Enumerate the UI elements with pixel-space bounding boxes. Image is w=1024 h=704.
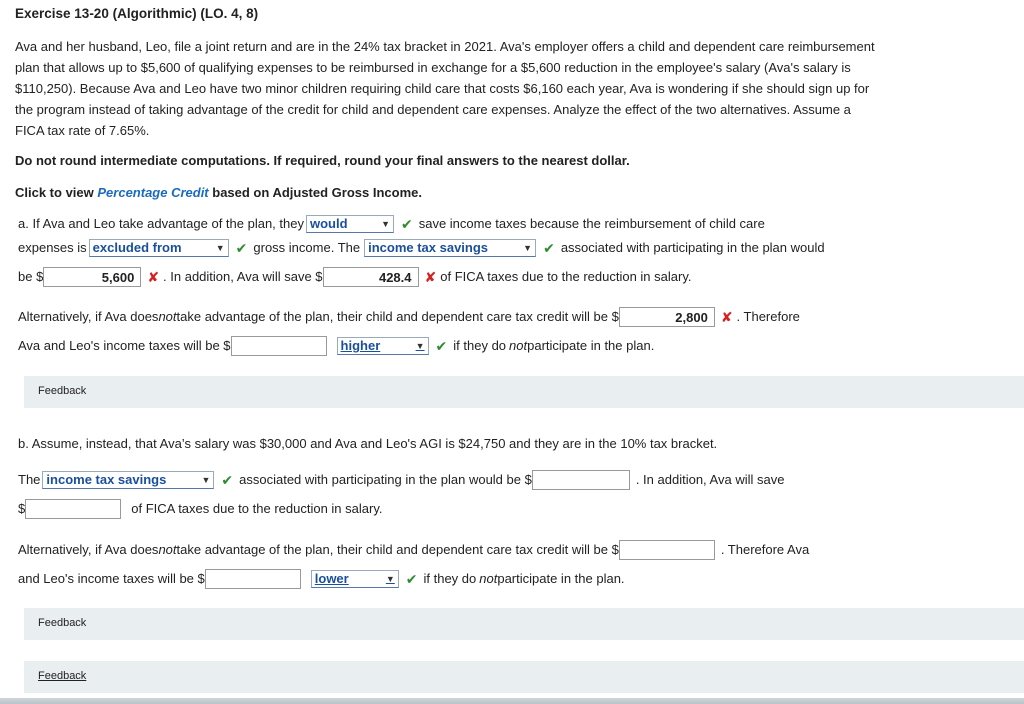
cross-icon: ✘: [720, 309, 733, 325]
exercise-title: Exercise 13-20 (Algorithmic) (LO. 4, 8): [15, 6, 259, 21]
care-credit-input[interactable]: 2,800: [619, 307, 715, 327]
higher-dropdown-value: higher: [340, 338, 381, 353]
part-b-line-1-prefix: The: [18, 472, 41, 487]
part-a-alt2-prefix: Ava and Leo's income taxes will be $: [18, 338, 231, 353]
part-b-income-tax-savings-dropdown[interactable]: [42, 471, 214, 489]
part-b-income-tax-savings-dropdown-value: income tax savings: [46, 472, 167, 487]
part-a-feedback-bar[interactable]: [24, 376, 1024, 408]
part-b-line-1-mid: associated with participating in the plan would be $: [239, 472, 532, 487]
excluded-from-dropdown-value: excluded from: [92, 240, 182, 255]
part-b-alt2-suffix-a: if they do: [423, 571, 477, 586]
caret-down-icon: ▼: [523, 243, 533, 253]
caret-down-icon: ▼: [201, 475, 211, 485]
page-bottom-edge: [0, 698, 1024, 704]
part-b-alt-line-2: [18, 568, 625, 590]
would-dropdown-value: would: [309, 216, 348, 231]
lower-dropdown[interactable]: [311, 570, 399, 588]
part-a-line-2-suffix: associated with participating in the plan would: [560, 240, 825, 255]
part-a-alt-prefix: Alternatively, if Ava does: [18, 309, 159, 324]
part-b-line-1: [18, 469, 784, 491]
bottom-feedback-link[interactable]: Feedback: [38, 670, 87, 682]
part-b-intro-text: b. Assume, instead, that Ava’s salary was $30,000 and Ava and Leo's AGI is $24,750 and they are in the 10% tax bracket.: [18, 436, 718, 451]
check-icon: ✔: [221, 472, 234, 488]
part-b-line-2-suffix: of FICA taxes due to the reduction in salary.: [131, 501, 383, 516]
check-icon: ✔: [400, 216, 413, 232]
part-b-alt-prefix: Alternatively, if Ava does: [18, 542, 159, 557]
income-tax-savings-input[interactable]: 5,600: [43, 267, 141, 287]
caret-down-icon: ▼: [415, 341, 425, 351]
part-b-intro: [18, 433, 717, 455]
higher-dropdown[interactable]: [337, 337, 429, 355]
percentage-credit-link[interactable]: Percentage Credit: [97, 185, 209, 200]
part-b-alt2-not: not: [479, 571, 498, 586]
part-b-line-2: [18, 498, 382, 520]
click-note-suffix: based on Adjusted Gross Income.: [208, 185, 422, 200]
check-icon: ✔: [235, 240, 248, 256]
part-b-alt-mid: take advantage of the plan, their child and dependent care tax credit will be $: [176, 542, 619, 557]
would-dropdown[interactable]: [306, 215, 394, 233]
part-a-line-2-prefix: expenses is: [18, 240, 87, 255]
part-a-line-2-mid: gross income. The: [253, 240, 361, 255]
click-note-prefix: Click to view: [15, 185, 98, 200]
part-b-fica-savings-input[interactable]: [25, 499, 121, 519]
part-b-alt-not: not: [158, 542, 177, 557]
cross-icon: ✘: [424, 269, 437, 285]
part-a-line-3-mid: . In addition, Ava will save $: [163, 269, 323, 284]
income-tax-savings-dropdown[interactable]: [364, 239, 536, 257]
part-a-line-3: [18, 266, 691, 288]
check-icon: ✔: [405, 571, 418, 587]
part-b-income-tax-difference-input[interactable]: [205, 569, 301, 589]
part-a-alt-suffix: . Therefore: [736, 309, 800, 324]
part-b-care-credit-input[interactable]: [619, 540, 715, 560]
part-a-alt-not: not: [158, 309, 177, 324]
part-a-feedback-label: Feedback: [38, 385, 87, 397]
bottom-feedback-bar[interactable]: [24, 661, 1024, 693]
check-icon: ✔: [435, 338, 448, 354]
part-a-line-3-prefix: be $: [18, 269, 44, 284]
caret-down-icon: ▼: [215, 243, 225, 253]
part-a-alt2-not: not: [509, 338, 528, 353]
part-b-line-1-suffix: . In addition, Ava will save: [635, 472, 785, 487]
part-b-line-2-prefix: $: [18, 501, 26, 516]
part-b-alt2-suffix-b: participate in the plan.: [497, 571, 625, 586]
income-tax-savings-dropdown-value: income tax savings: [368, 240, 489, 255]
caret-down-icon: ▼: [385, 574, 395, 584]
part-a-line-3-suffix: of FICA taxes due to the reduction in salary.: [440, 269, 692, 284]
part-b-alt2-prefix: and Leo's income taxes will be $: [18, 571, 205, 586]
part-b-alt-suffix: . Therefore Ava: [720, 542, 810, 557]
rounding-note: Do not round intermediate computations. If required, round your final answers to the nearest dollar.: [15, 153, 630, 168]
income-tax-difference-input[interactable]: [231, 336, 327, 356]
part-a-alt-mid: take advantage of the plan, their child and dependent care tax credit will be $: [176, 309, 619, 324]
part-b-income-tax-savings-input[interactable]: [532, 470, 630, 490]
part-b-feedback-bar[interactable]: [24, 608, 1024, 640]
fica-savings-input[interactable]: 428.4: [323, 267, 419, 287]
exercise-intro: Ava and her husband, Leo, file a joint return and are in the 24% tax bracket in 2021. Ava's employer offers a child and dependent care reimbursement plan that allows up to $5,600 of qualifying expenses to be reimbursed in exchange for a $5,600 reduction in the employee's salary (Ava's salary is $110,250). Because Ava and Leo have two minor children requiring child care that costs $6,160 each year, Ava is wondering if she should sign up for the program instead of taking advantage of the credit for child and dependent care expenses. Analyze the effect of the two alternatives. Assume a FICA tax rate of 7.65%.: [15, 39, 875, 138]
part-b-feedback-label: Feedback: [38, 617, 87, 629]
cross-icon: ✘: [147, 269, 160, 285]
lower-dropdown-value: lower: [314, 571, 349, 586]
part-a-line-2: [18, 237, 825, 259]
part-b-alt-line-1: [18, 539, 809, 561]
part-a-alt2-suffix-b: participate in the plan.: [527, 338, 655, 353]
part-a-alt-line-2: [18, 335, 654, 357]
part-a-alt-line-1: [18, 306, 800, 328]
part-a-line-1: [18, 213, 765, 235]
part-a-alt2-suffix-a: if they do: [453, 338, 507, 353]
part-a-line-1-suffix: save income taxes because the reimbursement of child care: [418, 216, 765, 231]
excluded-from-dropdown[interactable]: [89, 239, 229, 257]
part-a-label: a. If Ava and Leo take advantage of the plan, they: [18, 216, 304, 231]
caret-down-icon: ▼: [381, 219, 390, 229]
check-icon: ✔: [543, 240, 555, 256]
click-note: [15, 185, 422, 200]
